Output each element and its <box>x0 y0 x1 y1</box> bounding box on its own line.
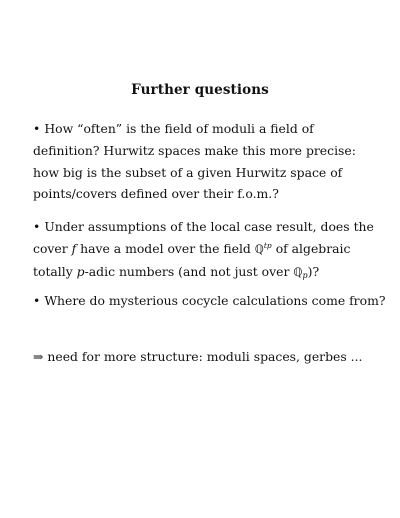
bullet-icon: • <box>33 219 41 234</box>
qp-symbol: ℚ <box>293 264 303 279</box>
question-2-line-2: cover f have a model over the field ℚ$^{tp}$ of algebraic <box>33 240 351 256</box>
question-3-line-1: • Where do mysterious cocycle calculations come from? <box>33 293 386 308</box>
field-superscript: tp <box>263 240 272 250</box>
question-1-line-4: points/covers defined over their f.o.m.? <box>33 186 279 202</box>
question-3 <box>33 290 386 312</box>
question-2-line-1: • Under assumptions of the local case result, does the <box>33 219 374 234</box>
field-symbol: ℚ <box>254 241 264 256</box>
bullet-icon: • <box>33 293 41 308</box>
math-p: p <box>76 263 85 279</box>
math-f: f <box>71 240 77 256</box>
bullet-icon: • <box>33 121 41 136</box>
question-1-line-1: • How “often” is the field of moduli a field of <box>33 121 314 136</box>
implies-arrow-icon: ⇒ <box>33 349 44 364</box>
slide-title: Further questions <box>131 82 269 98</box>
question-1-line-3: how big is the subset of a given Hurwitz space of <box>33 164 343 180</box>
qp-subscript: p <box>302 270 308 280</box>
question-2-line-3: totally p-adic numbers (and not just over ℚ$_p$)? <box>33 263 320 280</box>
question-2 <box>33 216 373 283</box>
question-1-line-2: definition? Hurwitz spaces make this more precise: <box>33 142 356 158</box>
conclusion <box>33 346 373 368</box>
conclusion-line: ⇒ need for more structure: moduli spaces, gerbes ... <box>33 349 363 364</box>
question-1 <box>33 118 373 205</box>
